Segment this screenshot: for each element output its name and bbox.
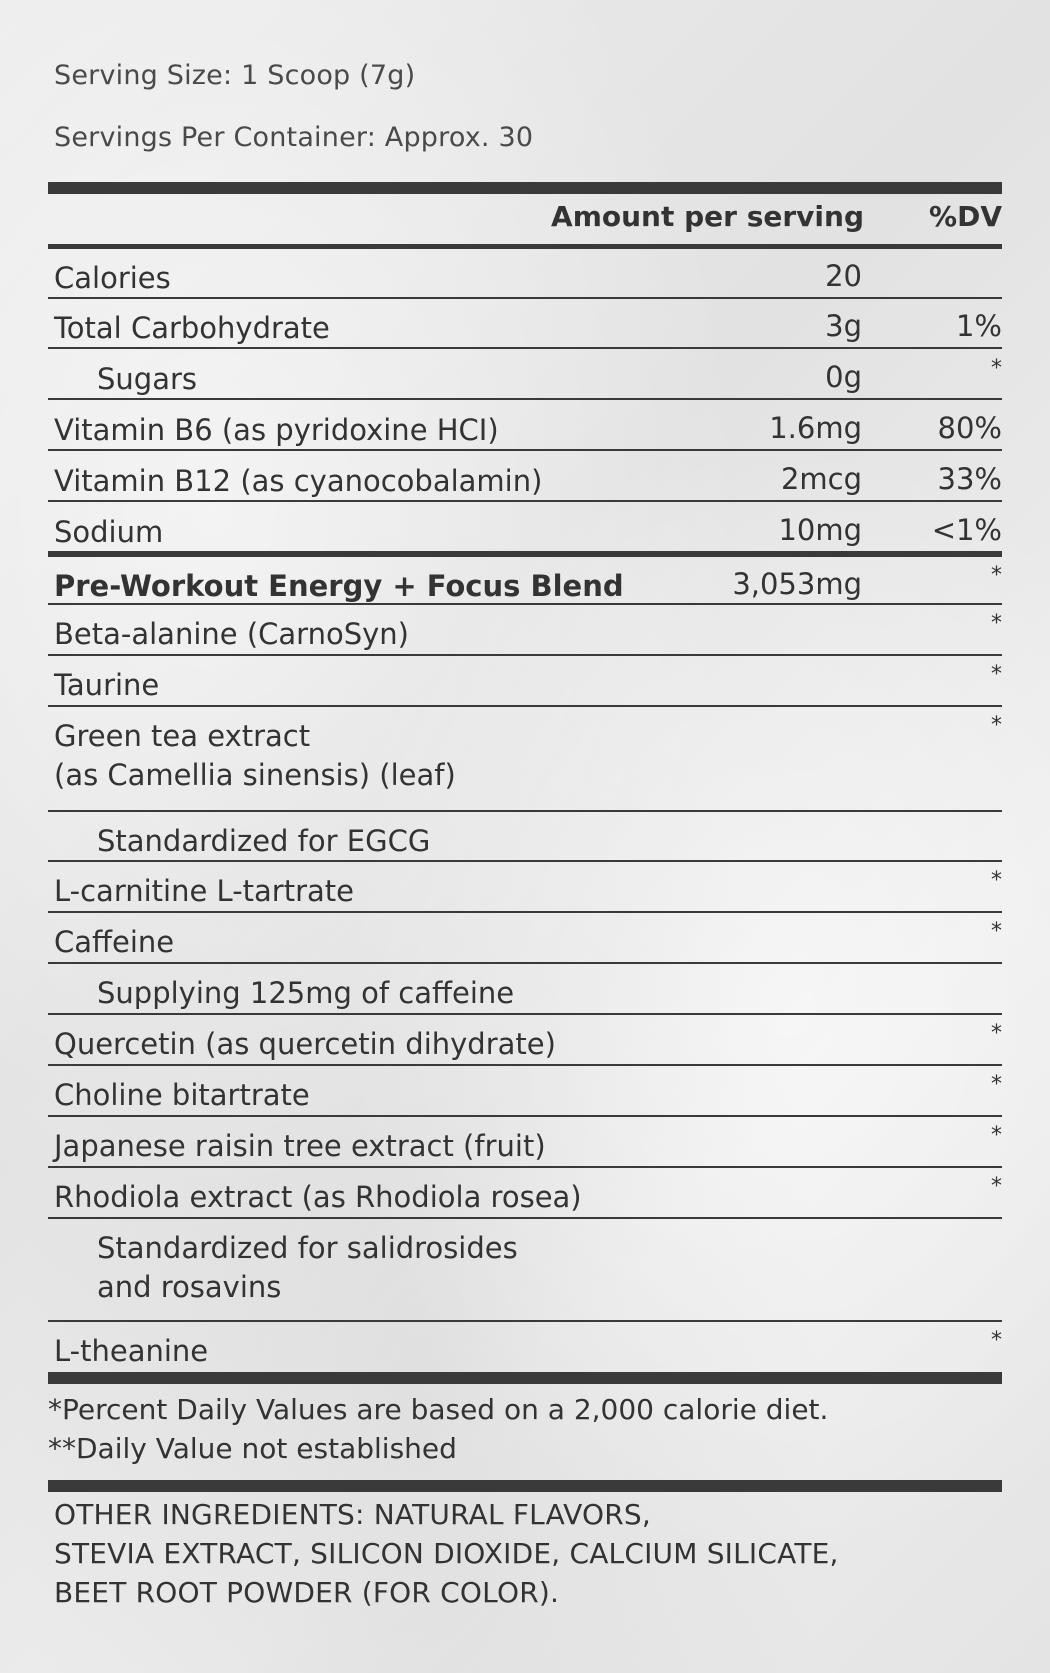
header-amount: Amount per serving <box>551 200 864 233</box>
row-name: Supplying 125mg of caffeine <box>97 976 515 1010</box>
other-ingredients-line1: OTHER INGREDIENTS: NATURAL FLAVORS, <box>54 1498 651 1531</box>
row-name: Sodium <box>54 515 164 549</box>
row-dv: * <box>991 713 1002 738</box>
row-dv: * <box>991 919 1002 944</box>
row-name: L-carnitine L-tartrate <box>54 874 354 908</box>
bottom-thick-bar <box>48 1372 1002 1384</box>
table-row <box>48 707 1002 812</box>
row-name: Vitamin B6 (as pyridoxine HCI) <box>54 413 499 447</box>
table-row <box>48 812 1002 862</box>
top-thick-bar <box>48 182 1002 194</box>
row-dv: * <box>991 1123 1002 1148</box>
table-row <box>48 1066 1002 1117</box>
row-dv: 33% <box>937 462 1002 496</box>
row-dv: 80% <box>937 411 1002 445</box>
table-row <box>48 1168 1002 1219</box>
row-dv: * <box>991 1328 1002 1353</box>
row-dv: * <box>991 1072 1002 1097</box>
serving-size: Serving Size: 1 Scoop (7g) <box>54 60 416 91</box>
table-row <box>48 913 1002 964</box>
row-dv: * <box>991 1021 1002 1046</box>
row-amount: 0g <box>825 360 862 394</box>
row-amount: 10mg <box>778 513 862 547</box>
table-row <box>48 503 1002 557</box>
table-row <box>48 605 1002 656</box>
table-row <box>48 862 1002 913</box>
table-row <box>48 1117 1002 1168</box>
row-name-line2: and rosavins <box>97 1270 282 1304</box>
table-row <box>48 1015 1002 1066</box>
row-name: Taurine <box>54 668 160 702</box>
servings-per-container: Servings Per Container: Approx. 30 <box>54 122 534 153</box>
row-name: Rhodiola extract (as Rhodiola rosea) <box>54 1180 582 1214</box>
row-name: Vitamin B12 (as cyanocobalamin) <box>54 464 543 498</box>
table-row <box>48 350 1002 400</box>
row-dv: * <box>991 356 1002 381</box>
row-dv: * <box>991 563 1002 588</box>
row-name: Choline bitartrate <box>54 1078 310 1112</box>
table-row <box>48 1219 1002 1322</box>
table-row <box>48 401 1002 451</box>
row-name: Sugars <box>97 362 197 396</box>
row-amount: 2mcg <box>780 462 862 496</box>
row-name-line2: (as Camellia sinensis) (leaf) <box>54 758 456 792</box>
row-amount: 20 <box>825 259 862 293</box>
row-dv: * <box>991 868 1002 893</box>
row-amount: 3g <box>825 309 862 343</box>
row-amount: 3,053mg <box>732 567 862 601</box>
header-dv: %DV <box>929 200 1002 233</box>
row-name: Beta-alanine (CarnoSyn) <box>54 617 409 651</box>
row-amount: 1.6mg <box>769 411 862 445</box>
row-name: Quercetin (as quercetin dihydrate) <box>54 1027 556 1061</box>
footnote-not-established: **Daily Value not established <box>48 1432 457 1465</box>
row-name: Calories <box>54 261 171 295</box>
other-ingredients <box>54 1495 839 1612</box>
table-row <box>48 964 1002 1015</box>
table-row <box>48 557 1002 605</box>
table-row <box>48 1322 1002 1371</box>
row-name: Caffeine <box>54 925 175 959</box>
table-header <box>48 196 1002 244</box>
row-dv: <1% <box>931 513 1002 547</box>
row-dv: 1% <box>955 309 1002 343</box>
footnote-dv: *Percent Daily Values are based on a 2,000 calorie diet. <box>48 1393 829 1426</box>
other-ingredients-line3: BEET ROOT POWDER (FOR COLOR). <box>54 1576 560 1609</box>
row-name: L-theanine <box>54 1334 209 1368</box>
row-dv: * <box>991 662 1002 687</box>
row-dv: * <box>991 611 1002 636</box>
table-row <box>48 656 1002 707</box>
row-name: Standardized for salidrosides <box>97 1231 518 1265</box>
row-dv: * <box>991 1174 1002 1199</box>
row-name: Total Carbohydrate <box>54 311 330 345</box>
row-name: Standardized for EGCG <box>97 824 431 858</box>
other-ingredients-bar <box>48 1480 1002 1492</box>
table-row <box>48 452 1002 502</box>
row-name: Japanese raisin tree extract (fruit) <box>54 1129 546 1163</box>
table-row <box>48 299 1002 349</box>
other-ingredients-line2: STEVIA EXTRACT, SILICON DIOXIDE, CALCIUM SILICATE, <box>54 1537 839 1570</box>
row-name: Green tea extract <box>54 719 311 753</box>
table-row <box>48 249 1002 299</box>
row-name: Pre-Workout Energy + Focus Blend <box>54 569 624 603</box>
